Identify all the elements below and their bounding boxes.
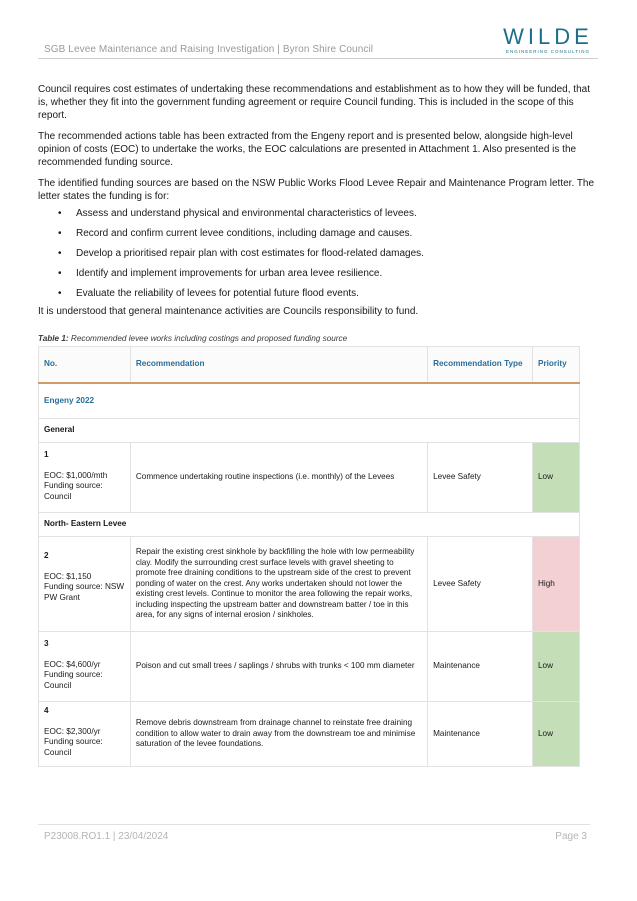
table-section-row [39,513,580,537]
item-funding-source: Funding source: Council [44,481,103,501]
recommended-works-table [38,346,580,767]
table-row [39,537,580,632]
table-caption [38,332,596,345]
section-title-north-eastern: North- Eastern Levee [39,513,580,537]
paragraph-funding-sources: The identified funding sources are based on the NSW Public Works Flood Levee Repair and Maintenance Program letter. The letter states the funding is for: [38,178,595,202]
bullet-item: • Assess and understand physical and environmental characteristics of levees. [76,207,596,220]
paragraph-actions-table: The recommended actions table has been extracted from the Engeny report and is presented below, alongside high-level opinion of costs (EOC) to undertake the works, the EOC calculations are presented in Attachment 1. Also presented is the recommended funding source. [38,131,577,168]
item-funding-source: Funding source: NSW PW Grant [44,582,125,602]
item-eoc: EOC: $2,300/yr [44,726,101,736]
page-header [38,22,598,60]
paragraph-maintenance-responsibility: It is understood that general maintenance activities are Councils responsibility to fund. [38,306,419,317]
table-row [39,702,580,767]
header-title: SGB Levee Maintenance and Raising Investigation | Byron Shire Council [44,44,374,55]
item-eoc: EOC: $1,150 [44,571,92,581]
item-number: 1 [44,450,49,459]
bullet-item: • Evaluate the reliability of levees for potential future flood events. [76,287,596,300]
logo-subtitle: ENGINEERING CONSULTING [506,49,590,54]
table-header-row [39,347,580,384]
table-caption-label: Table 1: [38,334,69,343]
item-funding-source: Funding source: Council [44,670,103,690]
item-number-cell [39,537,131,632]
table-row [39,443,580,513]
funding-bullet-list [38,207,596,300]
item-type: Levee Safety [428,537,533,632]
logo-wordmark: WILDE [503,24,593,49]
bullet-item: • Develop a prioritised repair plan with cost estimates for flood-related damages. [76,247,596,260]
header-divider [38,58,598,59]
item-number-cell [39,443,131,513]
item-eoc: EOC: $1,000/mth [44,470,108,480]
paragraph-cost-estimates: Council requires cost estimates of undertaking these recommendations and establishment as to how they will be funded, that is, whether they fit into the government funding agreement or require Council funding. This is included in the scope of this report. [38,84,590,121]
item-number: 2 [44,551,49,560]
item-type: Levee Safety [428,443,533,513]
item-recommendation: Repair the existing crest sinkhole by backfilling the hole with low permeability clay. Modify the surrounding crest surface levels with gravel sheeting to promote free draining conditions to the upstream side of the crest to prevent ponding of water on the crest. Any works undertaken should not lower the existing crest levels. Continue to monitor the area following the repair works, including inspecting the upstream batter and downstream batter / toe in this area, for any signs of internal erosion / sinkholes. [130,537,427,632]
table-caption-text: Recommended levee works including costings and proposed funding source [70,334,348,343]
table-row [39,632,580,702]
header-no: No. [39,347,131,384]
wilde-logo [498,26,598,54]
item-funding-source: Funding source: Council [44,737,103,757]
item-type: Maintenance [428,702,533,767]
bullet-item: • Identify and implement improvements for urban area levee resilience. [76,267,596,280]
item-number: 4 [44,706,49,715]
item-recommendation: Commence undertaking routine inspections (i.e. monthly) of the Levees [130,443,427,513]
item-number-cell [39,632,131,702]
bullet-item: • Record and confirm current levee conditions, including damage and causes. [76,227,596,240]
item-recommendation: Poison and cut small trees / saplings / shrubs with trunks < 100 mm diameter [130,632,427,702]
group-title: Engeny 2022 [39,383,580,419]
header-recommendation: Recommendation [130,347,427,384]
body-content [38,83,596,345]
footer-document-ref: P23008.RO1.1 | 23/04/2024 [44,831,169,842]
item-type: Maintenance [428,632,533,702]
item-number: 3 [44,639,49,648]
item-priority: High [533,537,580,632]
table-group-row [39,383,580,419]
section-title-general: General [39,419,580,443]
item-recommendation: Remove debris downstream from drainage channel to reinstate free draining condition to allow water to drain away from the downstream toe and minimise saturation of the levee foundations. [130,702,427,767]
footer-page-number: Page 3 [555,831,587,842]
footer-divider [38,824,590,825]
item-eoc: EOC: $4,600/yr [44,659,101,669]
item-priority: Low [533,702,580,767]
table-section-row [39,419,580,443]
item-priority: Low [533,632,580,702]
item-priority: Low [533,443,580,513]
header-priority: Priority [533,347,580,384]
item-number-cell [39,702,131,767]
header-recommendation-type: Recommendation Type [428,347,533,384]
